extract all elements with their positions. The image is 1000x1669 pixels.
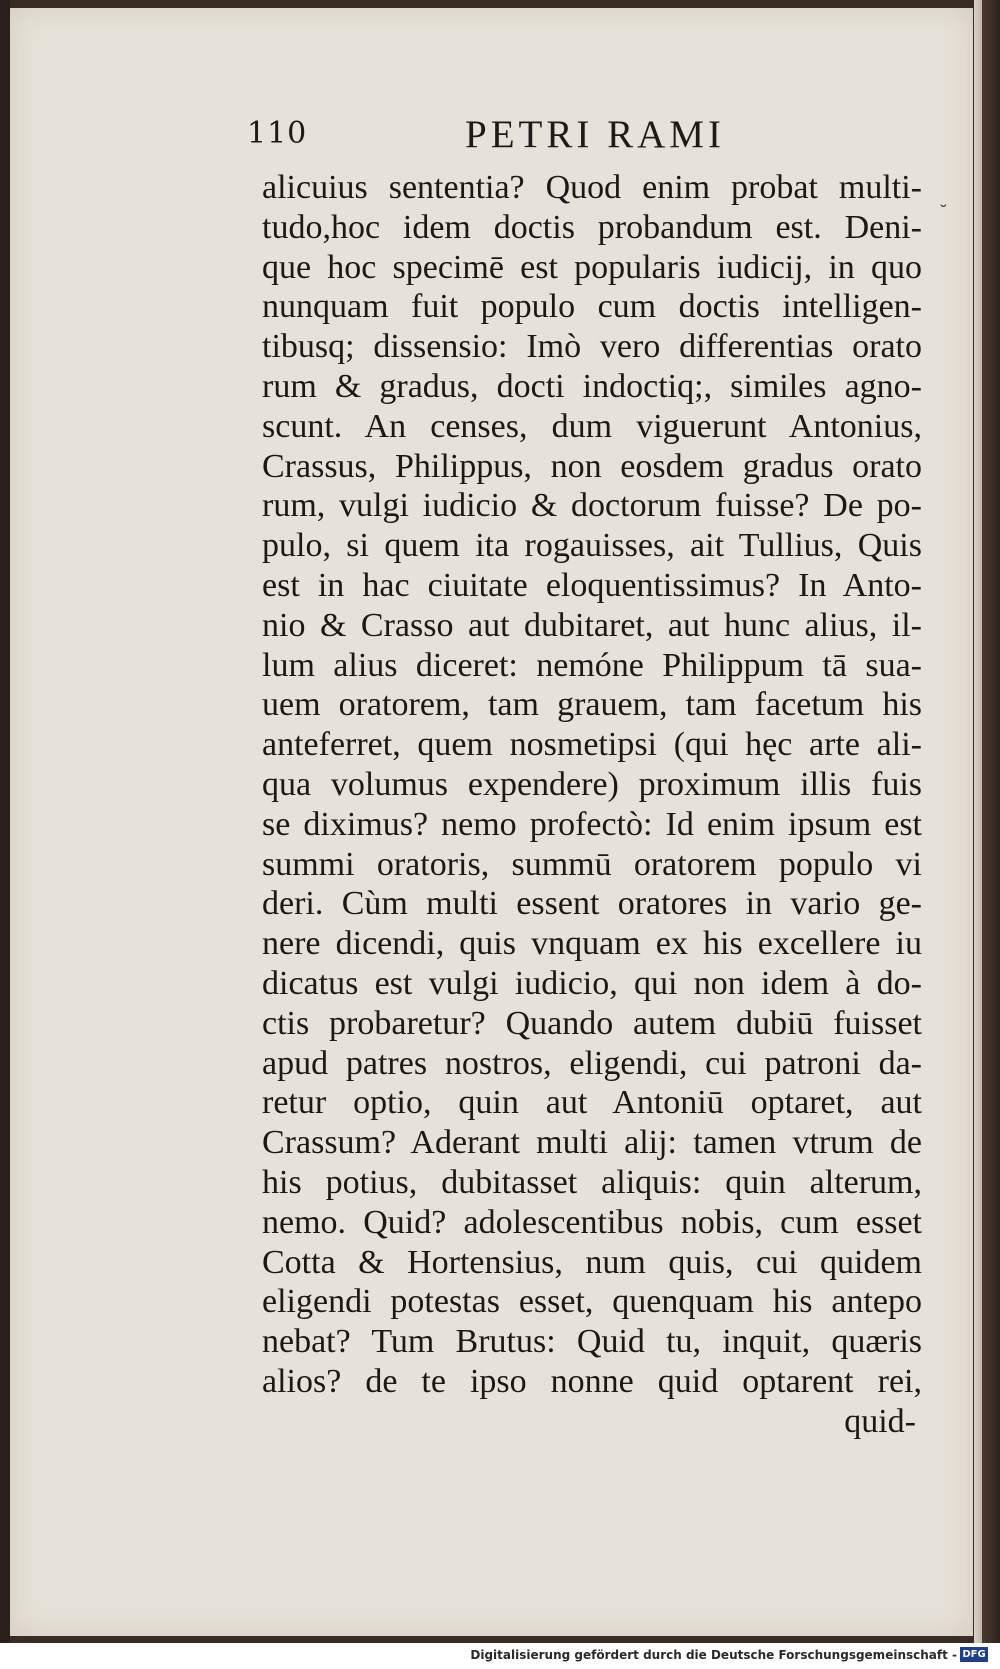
- text-line: se diximus? nemo profectò: Id enim ipsum est: [262, 805, 922, 843]
- funding-credit: Digitalisierung gefördert durch die Deutsche Forschungsgemeinschaft -: [470, 1648, 957, 1662]
- text-line: nebat? Tum Brutus: Quid tu, inquit, quæris: [262, 1323, 922, 1361]
- text-line: lum alius diceret: nemóne Philippum tā sua-: [262, 646, 922, 684]
- text-line: nemo. Quid? adolescentibus nobis, cum esset: [262, 1203, 922, 1241]
- running-head: PETRI RAMI: [465, 113, 725, 156]
- text-line: que hoc specimē est popularis iudicij, in quo: [262, 248, 922, 286]
- page-edge: [974, 0, 986, 1643]
- text-line: nere dicendi, quis vnquam ex his excellere iu: [262, 925, 922, 963]
- text-line: nio & Crasso aut dubitaret, aut hunc alius, il-: [262, 606, 922, 644]
- text-line: ctis probaretur? Quando autem dubiū fuisset: [262, 1004, 922, 1042]
- text-line: deri. Cùm multi essent oratores in vario ge-: [262, 885, 922, 923]
- text-line: scunt. An censes, dum viguerunt Antonius,: [262, 407, 922, 445]
- text-line: rum & gradus, docti indoctiq;, similes agno-: [262, 367, 922, 405]
- body-text: [262, 168, 922, 1442]
- catchword: quid-: [844, 1402, 916, 1440]
- text-line: rum, vulgi iudicio & doctorum fuisse? De po-: [262, 487, 922, 525]
- dfg-logo: DFG: [960, 1647, 988, 1662]
- text-line: Cotta & Hortensius, num quis, cui quidem: [262, 1243, 922, 1281]
- text-line: summi oratoris, summū oratorem populo vi: [262, 845, 922, 883]
- text-line: tudo,hoc idem doctis probandum est. Deni-: [262, 208, 922, 246]
- text-line: apud patres nostros, eligendi, cui patroni da-: [262, 1044, 922, 1082]
- text-line: uem oratorem, tam grauem, tam facetum his: [262, 686, 922, 724]
- text-line: alicuius sententia? Quod enim probat multi-: [262, 169, 922, 206]
- text-line: dicatus est vulgi iudicio, qui non idem à do-: [262, 964, 922, 1002]
- text-line: nunquam fuit populo cum doctis intelligen-: [262, 288, 922, 326]
- text-line: est in hac ciuitate eloquentissimus? In Anto-: [262, 566, 922, 604]
- text-line: alios? de te ipso nonne quid optarent rei,: [262, 1362, 922, 1400]
- text-line: Crassus, Philippus, non eosdem gradus orato: [262, 447, 922, 485]
- margin-mark: ˘: [940, 201, 947, 223]
- text-line: his potius, dubitasset aliquis: quin alterum,: [262, 1163, 922, 1201]
- text-line: anteferret, quem nosmetipsi (qui hęc arte ali-: [262, 726, 922, 764]
- text-line: retur optio, quin aut Antoniū optaret, aut: [262, 1084, 922, 1122]
- text-line: Crassum? Aderant multi alij: tamen vtrum de: [262, 1124, 922, 1162]
- page-number: 110: [247, 116, 308, 151]
- text-line: eligendi potestas esset, quenquam his antepo: [262, 1283, 922, 1321]
- text-line: qua volumus expendere) proximum illis fuis: [262, 765, 922, 803]
- text-line: tibusq; dissensio: Imò vero differentias orato: [262, 328, 922, 366]
- text-line: pulo, si quem ita rogauisses, ait Tullius, Quis: [262, 527, 922, 565]
